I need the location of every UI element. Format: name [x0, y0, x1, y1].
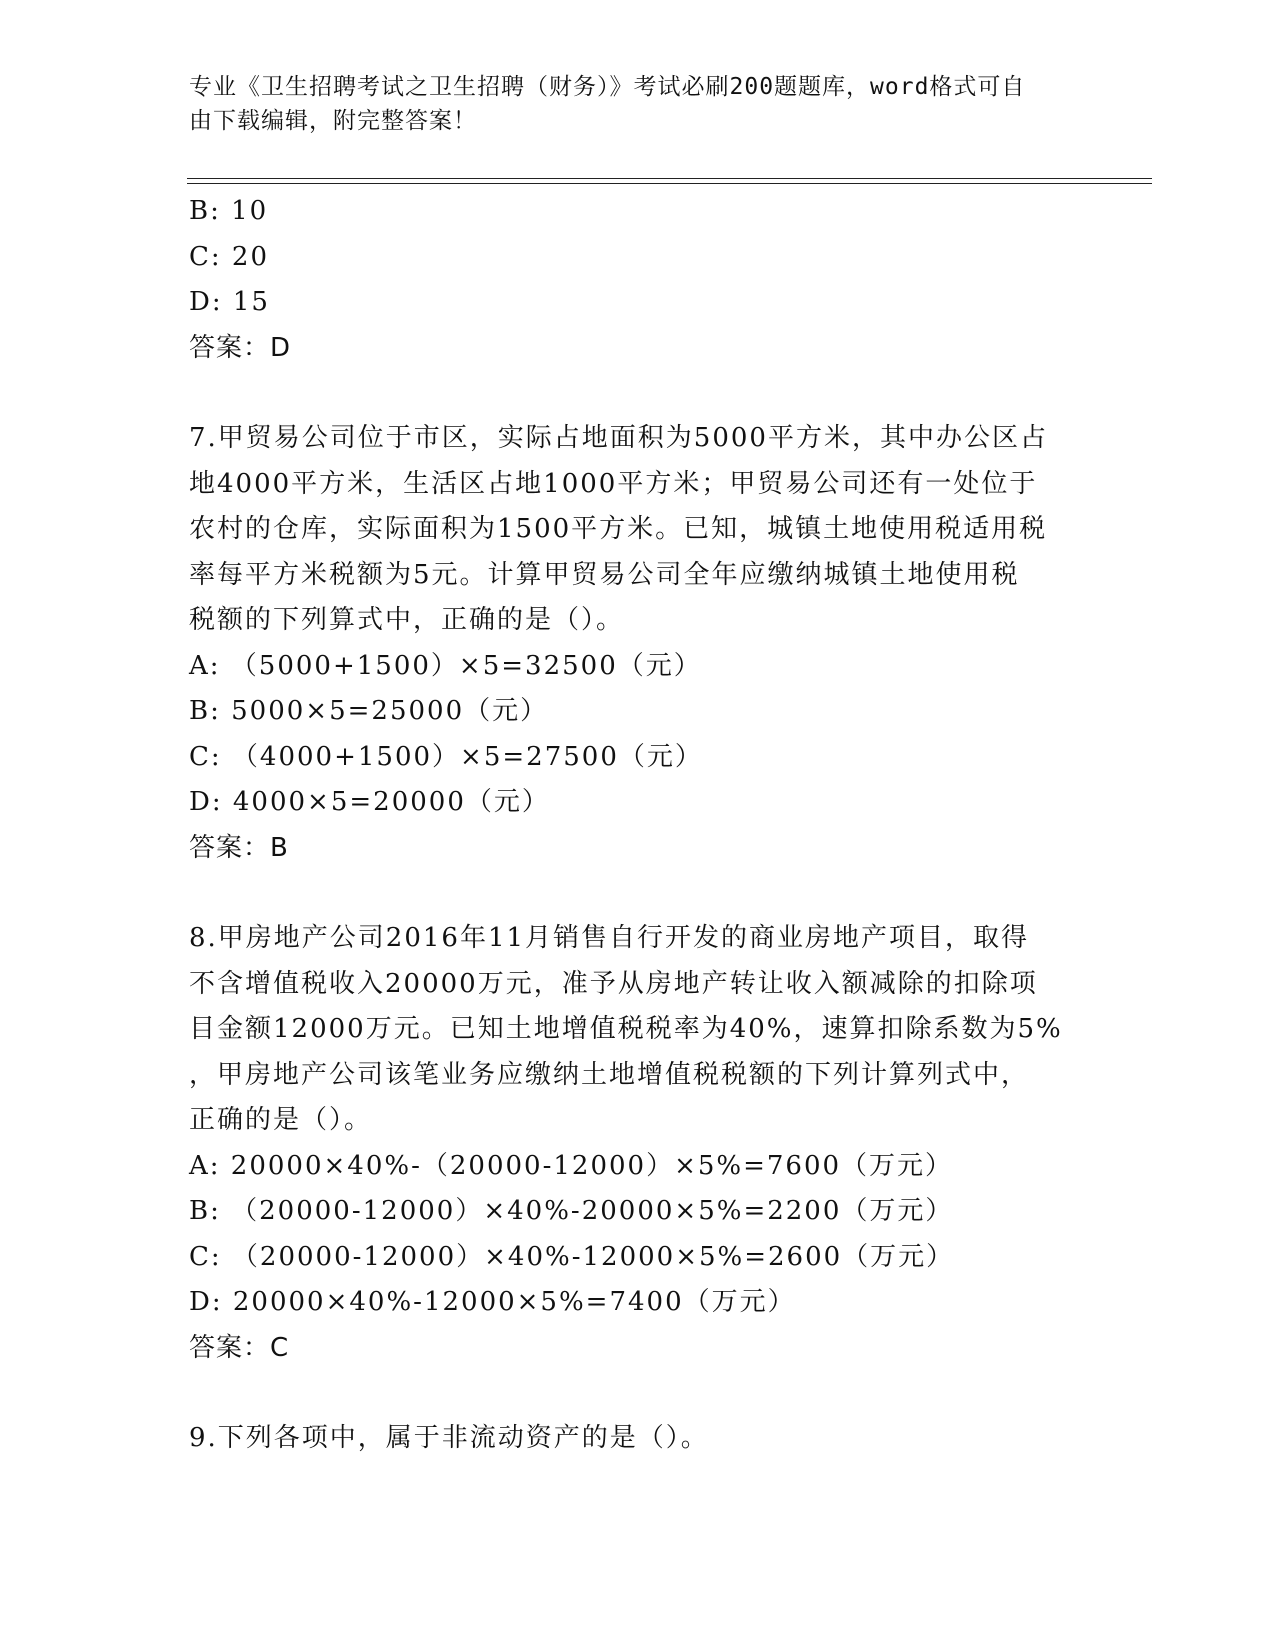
option-c: C: （20000-12000）×40%-12000×5%=2600（万元）	[189, 1241, 955, 1272]
header-rule-top	[187, 178, 1152, 179]
option-b: B: 5000×5=25000（元）	[189, 696, 549, 726]
question-text-line: 正确的是（）。	[189, 1105, 373, 1135]
option-a: A: 20000×40%-（20000-12000）×5%=7600（万元）	[189, 1150, 954, 1181]
option-a: A: （5000+1500）×5=32500（元）	[189, 650, 702, 681]
option-d: D: 20000×40%-12000×5%=7400（万元）	[189, 1287, 796, 1317]
question-text-line: 农村的仓库，实际面积为1500平方米。已知，城镇土地使用税适用税	[189, 514, 1048, 544]
question-text-line: 不含增值税收入20000万元，准予从房地产转让收入额减除的扣除项	[189, 968, 1038, 999]
question-text-line: 率每平方米税额为5元。计算甲贸易公司全年应缴纳城镇土地使用税	[189, 559, 1020, 590]
option-c: C: （4000+1500）×5=27500（元）	[189, 741, 703, 772]
answer: 答案：D	[189, 332, 292, 363]
option-d: D: 4000×5=20000（元）	[189, 787, 550, 817]
option-b: B: 10	[189, 196, 269, 226]
option-b: B: （20000-12000）×40%-20000×5%=2200（万元）	[189, 1196, 954, 1226]
document-header	[189, 70, 1069, 138]
document-body	[189, 189, 1089, 1462]
header-line-2: 由下载编辑，附完整答案！	[189, 108, 477, 134]
header-rule-bottom	[187, 183, 1152, 184]
question-text-line: 税额的下列算式中，正确的是（）。	[189, 605, 625, 635]
answer: 答案：B	[189, 832, 289, 863]
option-c: C: 20	[189, 241, 270, 272]
question-7	[189, 416, 1089, 871]
question-9	[189, 1416, 1089, 1462]
question-8	[189, 916, 1089, 1371]
answer: 答案：C	[189, 1332, 290, 1363]
previous-question-tail	[189, 189, 1089, 371]
question-text-line: ，甲房地产公司该笔业务应缴纳土地增值税税额的下列计算列式中，	[189, 1059, 1030, 1090]
question-text-line: 地4000平方米，生活区占地1000平方米；甲贸易公司还有一处位于	[189, 468, 1038, 499]
header-line-1: 专业《卫生招聘考试之卫生招聘（财务）》考试必刷200题题库，word格式可自	[189, 74, 1026, 100]
question-text-line: 7.甲贸易公司位于市区，实际占地面积为5000平方米，其中办公区占	[189, 423, 1048, 453]
question-text-line: 8.甲房地产公司2016年11月销售自行开发的商业房地产项目，取得	[189, 923, 1030, 953]
question-text-line: 目金额12000万元。已知土地增值税税率为40%，速算扣除系数为5%	[189, 1014, 1063, 1044]
option-d: D: 15	[189, 287, 270, 317]
question-text-line: 9.下列各项中，属于非流动资产的是（）。	[189, 1423, 709, 1453]
